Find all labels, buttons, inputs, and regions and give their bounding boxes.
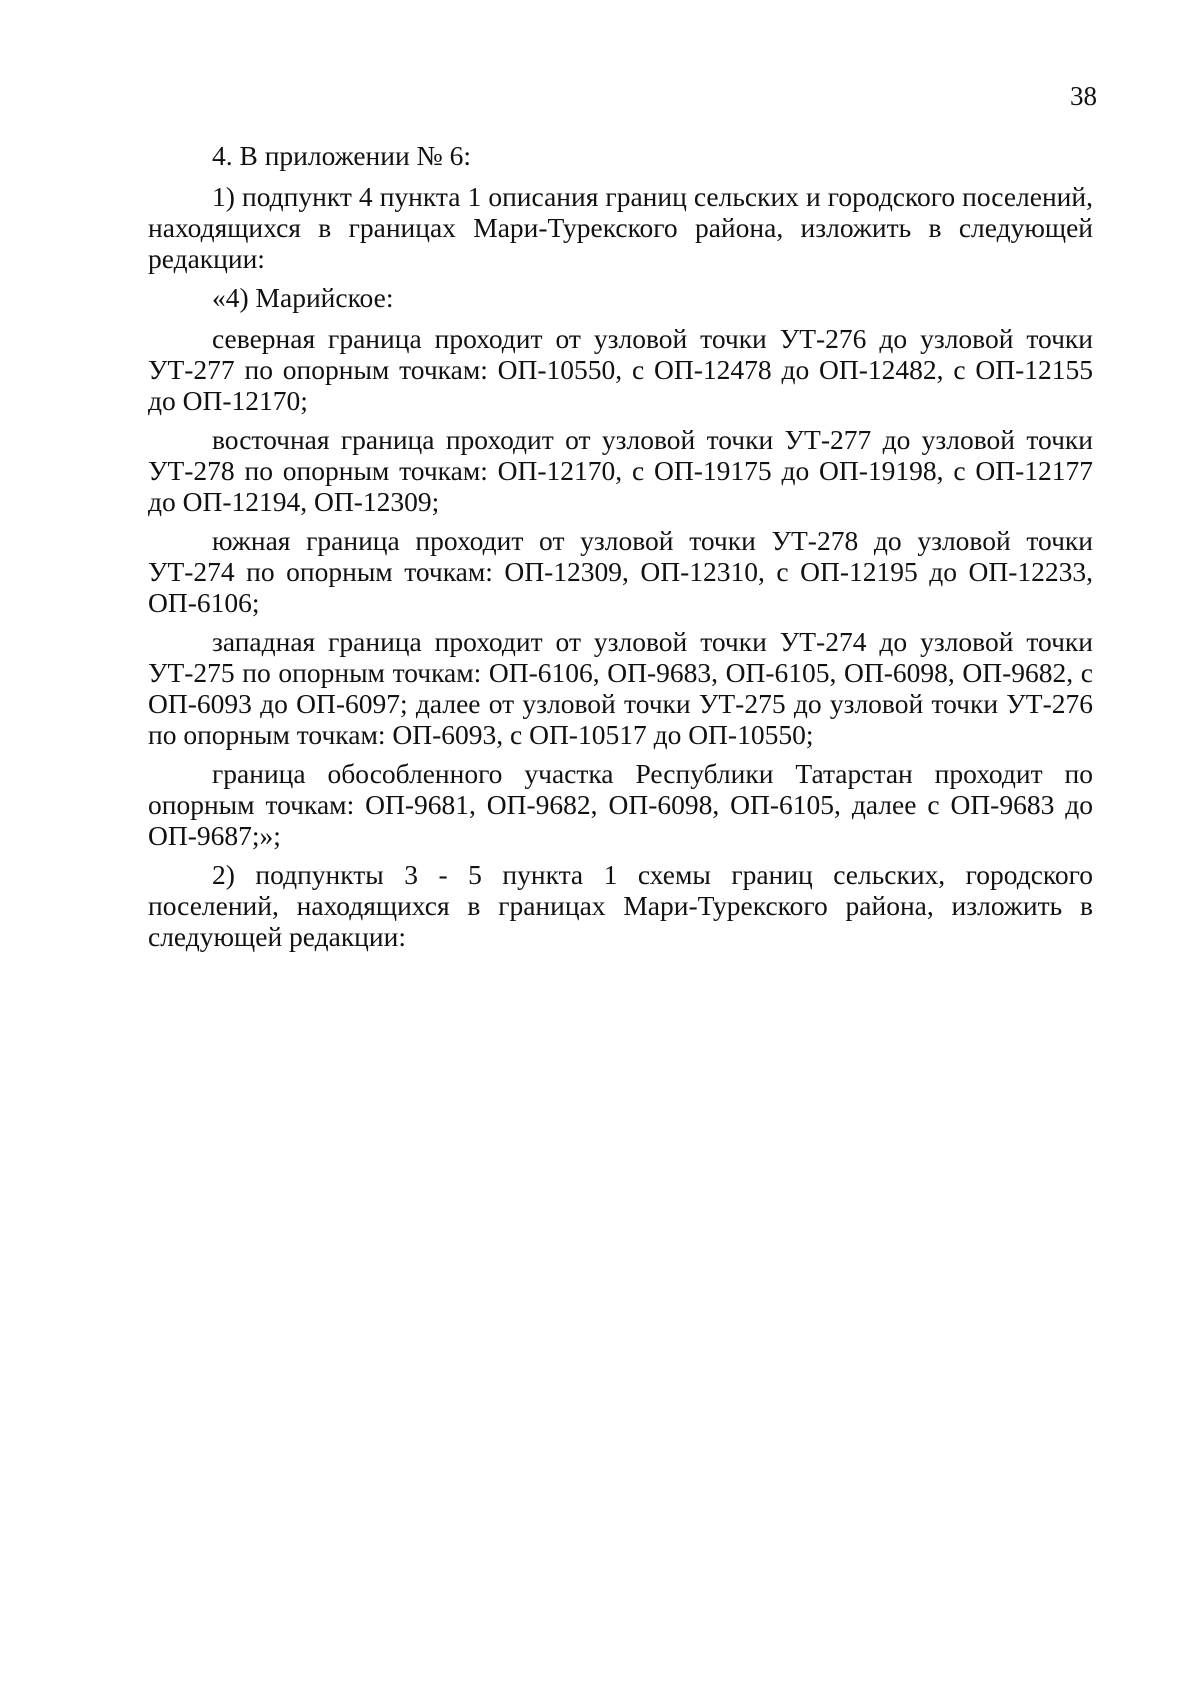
- paragraph-eastern-border: восточная граница проходит от узловой точки УТ-277 до узловой точки УТ-278 по опорным точкам: ОП-12170, с ОП-19175 до ОП-19198, с ОП-12177 до ОП-12194, ОП-12309;: [148, 424, 1093, 517]
- paragraph-southern-border: южная граница проходит от узловой точки УТ-278 до узловой точки УТ-274 по опорным точкам: ОП-12309, ОП-12310, с ОП-12195 до ОП-12233, ОП-6106;: [148, 525, 1093, 618]
- section-heading: 4. В приложении № 6:: [212, 140, 472, 171]
- paragraph-western-border: западная граница проходит от узловой точки УТ-274 до узловой точки УТ-275 по опорным точкам: ОП-6106, ОП-9683, ОП-6105, ОП-6098, ОП-9682, с ОП-6093 до ОП-6097; далее от узловой точки УТ-275 до узловой точки УТ-276 по опорным точкам: ОП-6093, с ОП-10517 до ОП-10550;: [148, 626, 1093, 750]
- paragraph-enclave-border: граница обособленного участка Республики Татарстан проходит по опорным точкам: ОП-9681, ОП-9682, ОП-6098, ОП-6105, далее с ОП-9683 до ОП-9687;»;: [148, 758, 1093, 851]
- document-body: [148, 140, 1093, 960]
- paragraph-northern-border: северная граница проходит от узловой точки УТ-276 до узловой точки УТ-277 по опорным точкам: ОП-10550, с ОП-12478 до ОП-12482, с ОП-12155 до ОП-12170;: [148, 323, 1093, 416]
- paragraph-subitem-2: 2) подпункты 3 - 5 пункта 1 схемы границ сельских, городского поселений, находящихся в границах Мари-Турекского района, изложить в следующей редакции:: [148, 859, 1093, 952]
- paragraph-mariyskoe-title: «4) Марийское:: [212, 282, 394, 313]
- page-number: 38: [1070, 81, 1097, 111]
- paragraph-subitem-1: 1) подпункт 4 пункта 1 описания границ сельских и городского поселений, находящихся в границах Мари-Турекского района, изложить в следующей редакции:: [148, 181, 1093, 274]
